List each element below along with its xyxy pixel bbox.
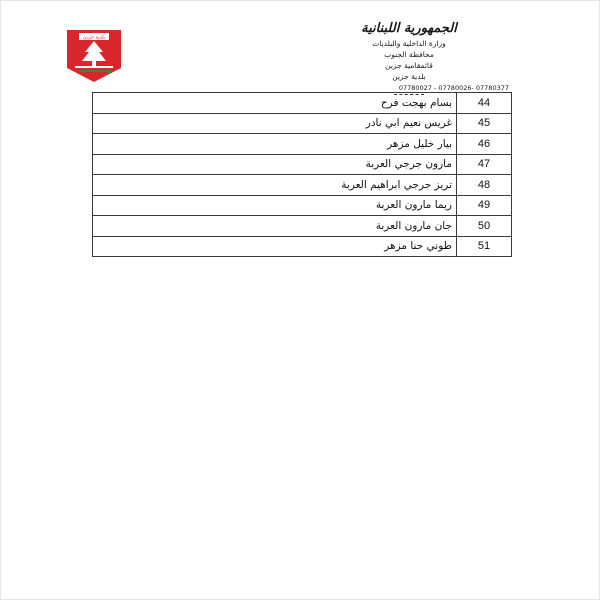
row-name: بسام بهجت فرح: [93, 93, 457, 114]
table-row: [93, 154, 512, 175]
ministry-line: وزارة الداخلية والبلديات: [372, 39, 446, 48]
district-line: قائمقامية جزين: [385, 61, 433, 70]
row-number: 45: [457, 113, 512, 134]
municipality-line: بلدية جزين: [392, 72, 426, 81]
row-number: 46: [457, 134, 512, 155]
row-number: 51: [457, 236, 512, 257]
row-number: 48: [457, 175, 512, 196]
municipality-logo: [65, 28, 123, 84]
table-row: [93, 93, 512, 114]
republic-title: الجمهورية اللبنانية: [361, 21, 457, 36]
phone-numbers: 07780027 - 07780026- 07780377: [398, 84, 509, 92]
row-name: جان مارون العربة: [93, 216, 457, 237]
row-name: ريما مارون العربة: [93, 195, 457, 216]
table-row: [93, 175, 512, 196]
municipality-seal-icon: [65, 28, 123, 84]
table-row: [93, 134, 512, 155]
row-number: 47: [457, 154, 512, 175]
table-row: [93, 195, 512, 216]
row-number: 44: [457, 93, 512, 114]
letterhead: [309, 21, 509, 95]
table-row: [93, 113, 512, 134]
row-name: طوني حنا مزهر: [93, 236, 457, 257]
row-name: بيار خليل مزهر: [93, 134, 457, 155]
table-row: [93, 236, 512, 257]
governorate-line: محافظة الجنوب: [384, 50, 434, 59]
row-name: تريز جرجي ابراهيم العربة: [93, 175, 457, 196]
row-name: مارون جرجي العربة: [93, 154, 457, 175]
row-name: غريس نعيم ابي نادر: [93, 113, 457, 134]
table-row: [93, 216, 512, 237]
row-number: 50: [457, 216, 512, 237]
logo-label: بلدية جزين: [82, 34, 106, 41]
names-table: [92, 92, 512, 257]
row-number: 49: [457, 195, 512, 216]
